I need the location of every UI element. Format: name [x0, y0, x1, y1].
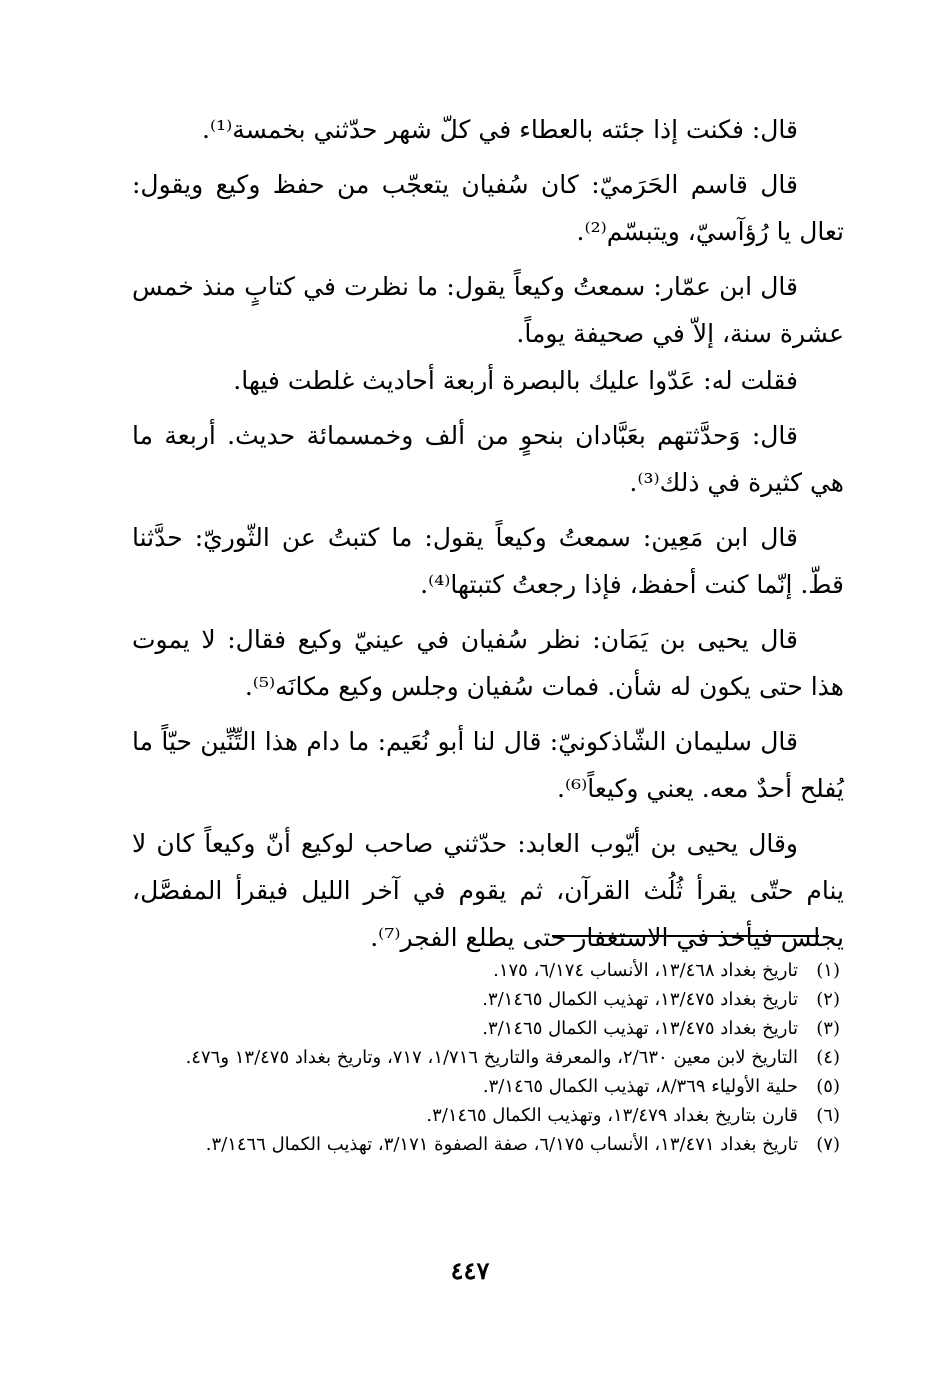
footnote: [138, 1072, 840, 1101]
footnote: [138, 1101, 840, 1130]
paragraph: قال ابن مَعِين: سمعتُ وكيعاً يقول: ما كتبتُ عن الثّوريّ: حدَّثنا قطّ. إنّما كنت أحفظ، فإذا رجعتُ كتبتها⁽⁴⁾.: [132, 523, 844, 599]
footnote-number: (١): [816, 960, 840, 981]
paragraph: قال سليمان الشّاذكونيّ: قال لنا أبو نُعَيم: ما دام هذا التِّنِّين حيّاً ما يُفلح أحدٌ معه. يعني وكيعاً⁽⁶⁾.: [132, 727, 844, 803]
footnote-text: تاريخ بغداد ١٣/٤٦٨، الأنساب ٦/١٧٤، ١٧٥.: [493, 960, 798, 981]
footnote-number: (٥): [816, 1076, 840, 1097]
page-number: ٤٤٧: [450, 1256, 490, 1285]
main-text: [132, 106, 844, 969]
paragraph: وقال يحيى بن أيّوب العابد: حدّثني صاحب لوكيع أنّ وكيعاً كان لا ينام حتّى يقرأ ثُلُث القرآن، ثم يقوم في آخر الليل فيقرأ المفصَّل، يجلس فيأخذ في الاستغفار حتى يطلع الفجر⁽⁷⁾.: [132, 829, 844, 952]
footnote-text: تاريخ بغداد ١٣/٤٧١، الأنساب ٦/١٧٥، صفة الصفوة ٣/١٧١، تهذيب الكمال ٣/١٤٦٦.: [205, 1134, 798, 1155]
paragraph: قال قاسم الحَرَميّ: كان سُفيان يتعجّب من حفظ وكيع ويقول: تعال يا رُؤآسيّ، ويتبسّم⁽²⁾.: [132, 170, 844, 246]
footnote: [138, 1043, 840, 1072]
footnote: [138, 956, 840, 985]
footnote: [138, 1014, 840, 1043]
paragraph: قال ابن عمّار: سمعتُ وكيعاً يقول: ما نظرت في كتابٍ منذ خمس عشرة سنة، إلاّ في صحيفة يوماً.: [132, 272, 844, 348]
paragraph: قال يحيى بن يَمَان: نظر سُفيان في عينيّ وكيع فقال: لا يموت هذا حتى يكون له شأن. فمات سُفيان وجلس وكيع مكانَه⁽⁵⁾.: [132, 625, 844, 701]
footnote-number: (٧): [816, 1134, 840, 1155]
footnotes: [138, 956, 840, 1159]
footnote-number: (٦): [816, 1105, 840, 1126]
footnote-number: (٤): [816, 1047, 840, 1068]
paragraph: قال: فكنت إذا جئته بالعطاء في كلّ شهر حدّثني بخمسة⁽¹⁾.: [202, 115, 798, 144]
footnote-divider: [552, 935, 819, 937]
footnote: [138, 985, 840, 1014]
footnote-text: تاريخ بغداد ١٣/٤٧٥، تهذيب الكمال ٣/١٤٦٥.: [482, 989, 798, 1010]
footnote-number: (٣): [816, 1018, 840, 1039]
paragraph: فقلت له: عَدّوا عليك بالبصرة أربعة أحاديث غلطت فيها.: [233, 366, 798, 395]
footnote-text: تاريخ بغداد ١٣/٤٧٥، تهذيب الكمال ٣/١٤٦٥.: [482, 1018, 798, 1039]
footnote-number: (٢): [816, 989, 840, 1010]
footnote: [138, 1130, 840, 1159]
footnote-text: حلية الأولياء ٨/٣٦٩، تهذيب الكمال ٣/١٤٦٥.: [482, 1076, 798, 1097]
paragraph: قال: وَحدَّثتهم بعَبَّادان بنحوٍ من ألف وخمسمائة حديث. أربعة ما هي كثيرة في ذلك⁽³⁾.: [132, 421, 844, 497]
footnote-text: قارن بتاريخ بغداد ١٣/٤٧٩، وتهذيب الكمال ٣/١٤٦٥.: [426, 1105, 798, 1126]
footnote-text: التاريخ لابن معين ٢/٦٣٠، والمعرفة والتاريخ ١/٧١٦، ٧١٧، وتاريخ بغداد ١٣/٤٧٥ و٤٧٦.: [185, 1047, 798, 1068]
